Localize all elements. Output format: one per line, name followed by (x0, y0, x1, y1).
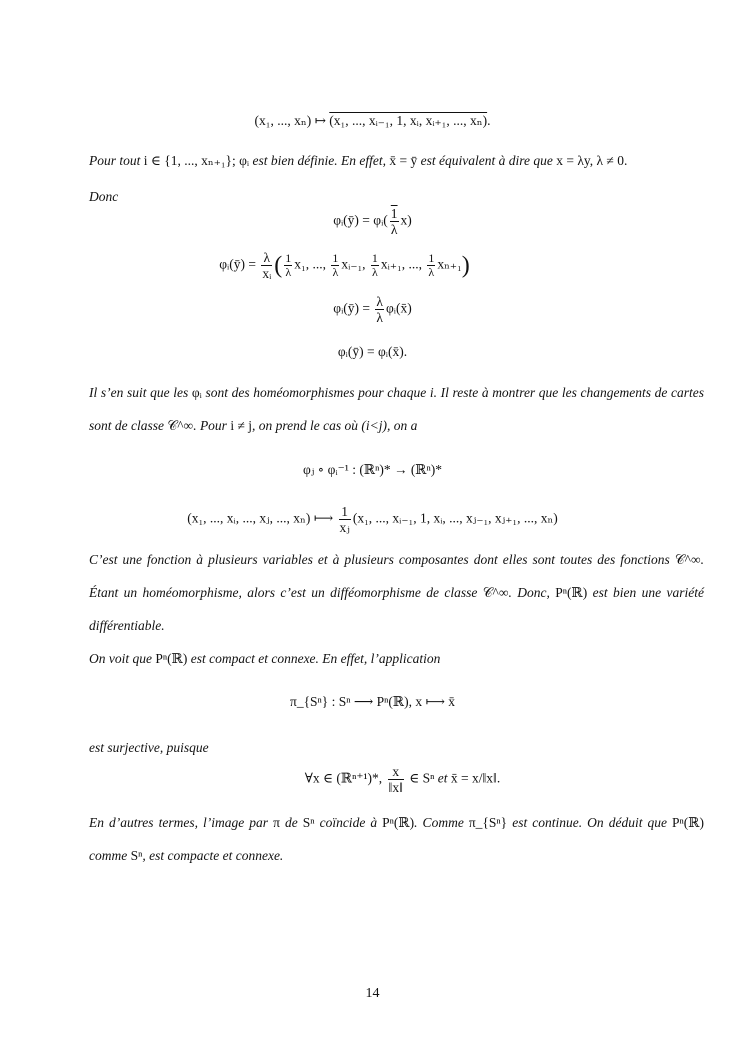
equation-projection: π_{Sⁿ} : Sⁿ ⟶ Pⁿ(ℝ), x ⟼ x̄ (290, 694, 455, 709)
equation-transition-map (0, 504, 745, 535)
inline-math: Pⁿ(ℝ) (155, 651, 188, 666)
equation-surjective-in: ∈ Sⁿ (405, 770, 438, 786)
text-segment: . Étant un homéomorphisme, alors c’est un difféomorphisme de classe (89, 552, 704, 600)
fraction (390, 206, 399, 237)
equation-map-top-lhs: (x₁, ..., xₙ) ↦ (254, 113, 330, 128)
paragraph-well-defined (89, 144, 704, 177)
equation-c-lhs: φᵢ(ȳ) = (333, 300, 374, 316)
text-segment: est compact et connexe. En effet, l’application (187, 651, 441, 666)
equation-b (0, 250, 717, 281)
text-segment: comme (89, 848, 131, 863)
fraction-numerator: λ (376, 294, 383, 309)
text-segment: Il s’en suit que les (89, 385, 192, 400)
text-segment: est bien définie. En effet, (249, 153, 390, 168)
paragraph-homeomorphism (89, 376, 704, 442)
fraction-denominator: λ (390, 222, 398, 237)
paragraph-conclusion (89, 806, 704, 872)
fraction-numerator: x (388, 764, 404, 780)
text-segment: . Donc, (508, 585, 556, 600)
paren-close: ) (461, 252, 470, 279)
term: xₙ₊₁ (437, 256, 462, 272)
fraction-numerator: 1 (285, 251, 292, 265)
text-segment: coïncide à (314, 815, 383, 830)
text-segment: sont des homéomorphismes pour chaque i. Il reste à montrer que les changements de cartes sont de classe (89, 385, 705, 433)
equation-map-top-end: . (487, 113, 491, 128)
fraction (388, 764, 404, 795)
inline-math: 𝒞^∞ (167, 418, 194, 433)
fraction (261, 250, 272, 281)
equation-surjective-rhs: x̄ = x/‖x‖. (447, 770, 501, 786)
inline-math: Sⁿ (130, 848, 143, 863)
text-segment: , est compacte et connexe. (142, 848, 284, 863)
fraction-denominator: ‖x‖ (388, 780, 403, 795)
text-segment: est équivalent à dire que (417, 153, 557, 168)
inline-math: 𝒞^∞ (482, 585, 509, 600)
inline-math: φᵢ (191, 385, 202, 400)
inline-math: i ∈ {1, ..., xₙ₊₁}; φᵢ (143, 153, 250, 168)
fraction (284, 252, 292, 279)
fraction-denominator: λ (428, 265, 435, 279)
text-segment: En d’autres termes, l’image par (89, 815, 274, 830)
text-segment: C’est une fonction à plusieurs variables et à plusieurs composantes dont elles sont toutes des fonctions (89, 552, 675, 567)
inline-math: π_{Sⁿ} (468, 815, 508, 830)
fraction-numerator: 1 (339, 504, 351, 520)
text-segment: On voit que (89, 651, 156, 666)
fraction (339, 504, 351, 535)
fraction (371, 252, 379, 279)
fraction-numerator: λ (261, 250, 272, 266)
text-segment: est bien une variété différentiable. (89, 585, 704, 633)
text-segment: . Pour (193, 418, 231, 433)
inline-math: π (273, 815, 280, 830)
equation-surjective (30, 764, 745, 795)
equation-map-rhs: (x₁, ..., xᵢ₋₁, 1, xᵢ, ..., xⱼ₋₁, xⱼ₊₁, ..., xₙ) (352, 510, 558, 526)
inline-math: x = λy, λ ≠ 0. (556, 153, 628, 168)
fraction (427, 252, 435, 279)
paragraph-compact (89, 642, 704, 675)
equation-c (0, 294, 745, 325)
page-number: 14 (365, 986, 380, 1001)
text-segment: de (279, 815, 303, 830)
fraction-denominator: λ (372, 265, 378, 279)
text-segment: . Comme (414, 815, 469, 830)
equation-map-top (0, 113, 745, 129)
equation-a (0, 206, 745, 237)
equation-surjective-lhs: ∀x ∈ (ℝⁿ⁺¹)*, (304, 770, 386, 786)
fraction-numerator: 1 (332, 251, 339, 265)
equation-a-lhs: φᵢ(ȳ) = φᵢ( (333, 212, 388, 228)
paren-open: ( (274, 252, 283, 279)
inline-math: Pⁿ(ℝ) (555, 585, 588, 600)
fraction-denominator: λ (332, 265, 339, 279)
fraction-denominator: λ (376, 310, 383, 325)
term: xᵢ₊₁, ..., (380, 256, 426, 272)
paragraph-surjective: est surjective, puisque (89, 740, 209, 755)
inline-math: 𝒞^∞ (674, 552, 701, 567)
fraction-numerator: 1 (390, 206, 398, 221)
paragraph-donc: Donc (89, 189, 119, 204)
inline-math: Pⁿ(ℝ) (382, 815, 415, 830)
text-segment: Pour tout (89, 153, 144, 168)
text-segment: est continue. On déduit que (507, 815, 673, 830)
equation-surjective-et: et (437, 770, 448, 786)
equation-c-rhs: φᵢ(x̄) (385, 300, 412, 316)
equation-d: φᵢ(ȳ) = φᵢ(x̄). (337, 344, 408, 359)
inline-math: Pⁿ(ℝ) (672, 815, 705, 830)
equation-map-lhs: (x₁, ..., xᵢ, ..., xⱼ, ..., xₙ) ⟼ (187, 510, 337, 526)
paragraph-diffeomorphism (89, 543, 704, 642)
fraction-denominator: xᵢ (262, 266, 272, 281)
term: x₁, ..., (294, 256, 330, 272)
inline-math: i ≠ j (230, 418, 252, 433)
inline-math: Sⁿ (302, 815, 315, 830)
fraction-denominator: λ (285, 265, 292, 279)
equation-a-x: x (400, 212, 408, 228)
text-segment: , on prend le cas où (i<j), on a (251, 418, 418, 433)
equation-composition: φⱼ ∘ φᵢ⁻¹ : (ℝⁿ)* → (ℝⁿ)* (302, 462, 443, 477)
fraction-numerator: 1 (371, 251, 378, 265)
inline-math: x̄ = ȳ (389, 153, 418, 168)
fraction (331, 252, 339, 279)
equation-map-top-rhs: (x₁, ..., xᵢ₋₁, 1, xᵢ, xᵢ₊₁, ..., xₙ) (329, 113, 488, 128)
equation-a-end: ) (407, 212, 412, 228)
fraction-denominator: xⱼ (339, 520, 350, 535)
fraction (375, 294, 384, 325)
term: xᵢ₋₁, (341, 256, 369, 272)
fraction-numerator: 1 (428, 251, 435, 265)
equation-b-lhs: φᵢ(ȳ) = (219, 256, 260, 272)
